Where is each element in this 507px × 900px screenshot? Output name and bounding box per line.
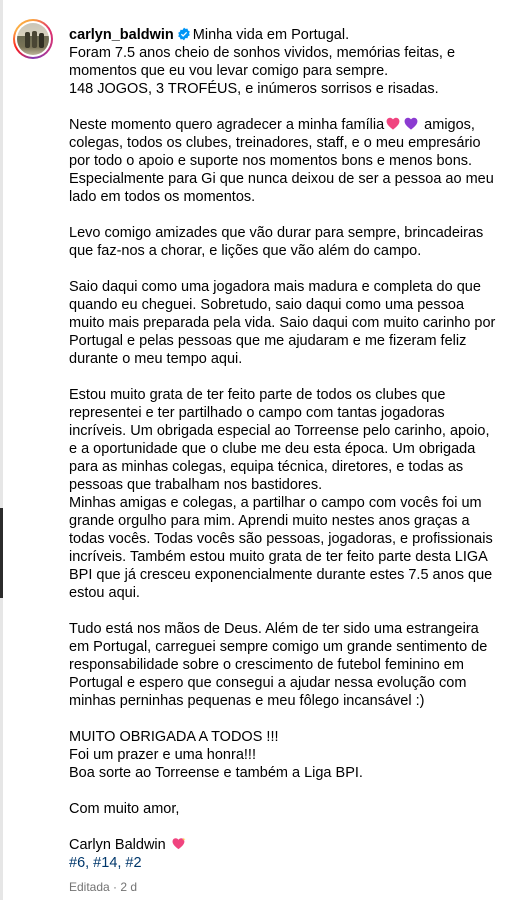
post-caption xyxy=(69,26,501,872)
timestamp-link[interactable]: 2 d xyxy=(120,880,138,894)
grateful-paragraph: Estou muito grata de ter feito parte de todos os clubes que representei e ter partilhado o campo com tantas jogadoras incríveis. Um obrigada especial ao Torreense pelo carinho, apoio, e a oportunidade que o clube me deu esta época. Um obrigada para as minhas colegas, equipa técnica, diretores, e todas as pessoas que trabalham nos bastidores. xyxy=(69,387,490,493)
verified-badge-icon xyxy=(177,27,191,41)
left-edge-marker xyxy=(0,508,3,598)
caption-intro xyxy=(69,26,501,98)
purple-heart-icon xyxy=(404,117,418,130)
friendships-paragraph: Levo comigo amizades que vão durar para sempre, brincadeiras que faz-nos a chorar, e lições que vão além do campo. xyxy=(69,225,484,259)
closing-line: Com muito amor, xyxy=(69,801,180,817)
teammates-paragraph: Minhas amigas e colegas, a partilhar o campo com vocês foi um grande orgulho para mim. Aprendi muito nestes anos graças a todas vocês. Todas vocês são pessoas, jogadoras, e profissionais incríveis. Também estou muito grata de ter feito parte desta LIGA BPI que já cresceu exponencialmente durante estes 7.5 anos que estou aqui. xyxy=(69,495,493,601)
signature-name: Carlyn Baldwin xyxy=(69,837,166,853)
faith-paragraph: Tudo está nos mãos de Deus. Além de ter sido uma estrangeira em Portugal, carreguei sempre comigo um grande sentimento de responsabilidade sobre o crescimento de futebol feminino em Portugal e espero que consegui a ajudar nessa evolução com minhas perninhas pequenas e meu fôlego incansável :) xyxy=(69,621,488,709)
thanks-all-paragraph: MUITO OBRIGADA A TODOS !!! Foi um prazer e uma honra!!! Boa sorte ao Torreense e também a Liga BPI. xyxy=(69,729,363,781)
edited-label: Editada xyxy=(69,880,110,894)
meta-separator: · xyxy=(113,880,118,894)
avatar[interactable] xyxy=(13,19,53,59)
username-link[interactable]: carlyn_baldwin xyxy=(69,27,174,43)
leaving-paragraph: Saio daqui como uma jogadora mais madura e completa do que quando eu cheguei. Sobretudo, saio daqui como uma pessoa muito mais preparada pela vida. Saio daqui com muito carinho por Portugal e pelas pessoas que me ajudaram e me fizeram feliz durante o meu tempo aqui. xyxy=(69,279,496,367)
avatar-image xyxy=(17,23,49,55)
caption-line: Foram 7.5 anos cheio de sonhos vividos, memórias feitas, e momentos que eu vou levar comigo para sempre. xyxy=(69,45,456,79)
signature-block xyxy=(69,836,501,872)
hashtags-link[interactable]: #6, #14, #2 xyxy=(69,855,142,871)
post-meta xyxy=(69,880,137,894)
left-edge-bar xyxy=(0,0,3,900)
sparkling-heart-icon xyxy=(172,837,186,850)
pink-heart-icon xyxy=(386,117,400,130)
caption-line: 148 JOGOS, 3 TROFÉUS, e inúmeros sorrisos e risadas. xyxy=(69,81,439,97)
caption-line: Minha vida em Portugal. xyxy=(192,27,350,43)
thanks-paragraph: Neste momento quero agradecer a minha família amigos, colegas, todos os clubes, treinadores, staff, e o meu empresário por todo o apoio e suporte nos momentos bons e menos bons. Especialmente para Gi que nunca deixou de ser a pessoa ao meu lado em todos os momentos. xyxy=(69,117,494,205)
